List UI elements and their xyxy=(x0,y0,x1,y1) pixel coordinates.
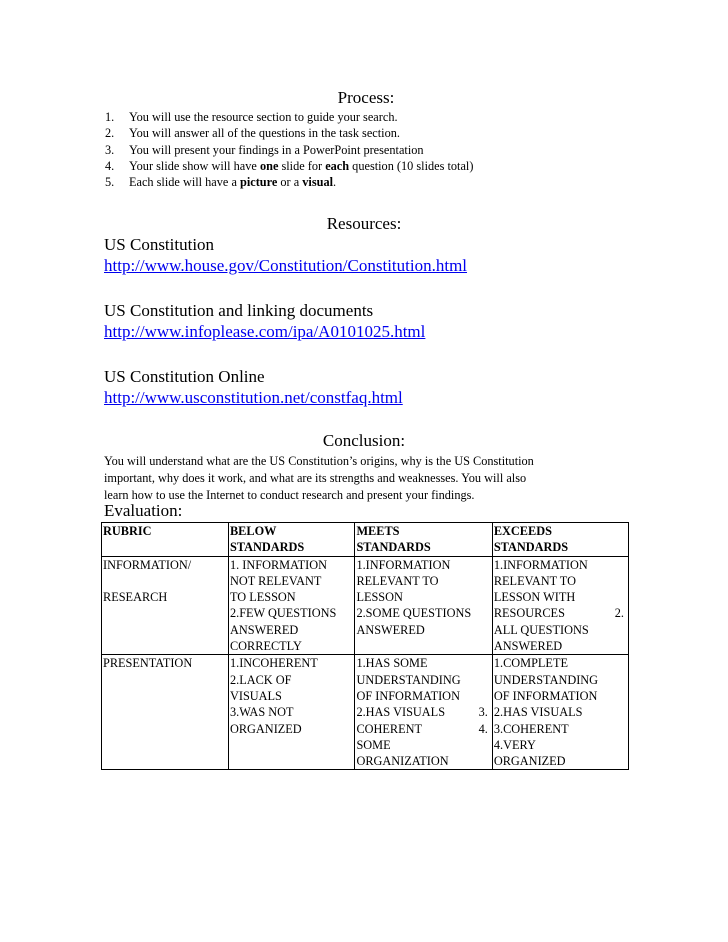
rubric-cell-line: ORGANIZED xyxy=(493,754,566,769)
rubric-cell-line: INFORMATION/ xyxy=(103,557,192,572)
rubric-cell-line: 1. INFORMATION xyxy=(229,557,327,572)
rubric-cell xyxy=(492,655,628,770)
rubric-cell-fragment: 3. xyxy=(478,705,488,720)
rubric-table xyxy=(101,522,629,770)
rubric-cell-line: CORRECTLY xyxy=(229,639,302,654)
rubric-cell-line: SOME xyxy=(356,737,391,752)
rubric-cell-line: 2.HAS VISUALS xyxy=(493,705,583,720)
process-step-emphasis: one xyxy=(259,158,279,173)
rubric-cell xyxy=(228,655,354,770)
process-step xyxy=(105,125,473,141)
rubric-cell-line: 1.COMPLETE xyxy=(493,656,568,671)
process-step-text: slide for xyxy=(278,158,326,173)
rubric-cell-fragment: 2.HAS VISUALS xyxy=(356,705,446,720)
resource-item xyxy=(104,300,425,342)
rubric-cell xyxy=(492,556,628,655)
rubric-header-cell xyxy=(355,523,492,557)
process-step-number: 2. xyxy=(105,126,115,141)
rubric-cell-line: 3.WAS NOT xyxy=(229,705,294,720)
conclusion-heading: Conclusion: xyxy=(322,431,406,450)
resource-item xyxy=(104,234,467,276)
rubric-cell-line: LESSON xyxy=(356,590,403,605)
process-step xyxy=(105,158,473,174)
process-step xyxy=(105,109,473,125)
resource-item xyxy=(104,366,403,408)
rubric-cell-line: EXCEEDS xyxy=(493,524,552,538)
process-step-text: or a xyxy=(277,175,303,190)
rubric-cell xyxy=(228,556,354,655)
rubric-cell-line xyxy=(494,605,628,621)
rubric-cell-line: ALL QUESTIONS xyxy=(493,622,589,637)
conclusion-line: important, why does it work, and what are its strengths and weaknesses. You will also xyxy=(104,471,527,485)
rubric-cell-line: LESSON WITH xyxy=(493,590,576,605)
rubric-cell-line: 1.INCOHERENT xyxy=(229,656,318,671)
rubric-cell-line: UNDERSTANDING xyxy=(493,672,599,687)
resource-title: US Constitution and linking documents xyxy=(104,301,374,320)
process-step-text: question (10 slides total) xyxy=(349,158,474,173)
rubric-cell-line: 3.COHERENT xyxy=(493,721,569,736)
rubric-cell-line xyxy=(356,704,491,720)
rubric-cell-line: 4.VERY xyxy=(493,737,536,752)
rubric-header-cell xyxy=(102,523,229,557)
rubric-cell-line: RESEARCH xyxy=(103,590,168,605)
rubric-cell xyxy=(102,655,229,770)
process-step-emphasis: picture xyxy=(239,175,278,190)
rubric-cell xyxy=(102,556,229,655)
rubric-cell xyxy=(355,556,492,655)
rubric-cell xyxy=(355,655,492,770)
rubric-cell-line: 2.LACK OF xyxy=(229,672,292,687)
rubric-cell-line: BELOW xyxy=(229,524,277,538)
resource-link[interactable]: http://www.house.gov/Constitution/Constitution.html xyxy=(104,256,468,275)
rubric-cell-fragment: COHERENT xyxy=(356,721,423,736)
rubric-row xyxy=(102,556,629,655)
process-step-number: 4. xyxy=(105,158,115,173)
process-step-text: . xyxy=(333,175,337,190)
process-step-emphasis: visual xyxy=(302,175,334,190)
rubric-cell-line: OF INFORMATION xyxy=(356,688,460,703)
rubric-header-cell xyxy=(228,523,354,557)
rubric-cell-line: 2.SOME QUESTIONS xyxy=(356,606,472,621)
process-step xyxy=(105,142,473,158)
process-step-text: You will answer all of the questions in the task section. xyxy=(129,126,400,141)
rubric-cell-line: ANSWERED xyxy=(229,622,299,637)
rubric-cell-line: RELEVANT TO xyxy=(356,573,439,588)
rubric-cell-line: 1.HAS SOME xyxy=(356,656,428,671)
process-step-number: 3. xyxy=(105,142,115,157)
rubric-cell-line: UNDERSTANDING xyxy=(356,672,461,687)
process-step-text: Your slide show will have xyxy=(129,158,260,173)
rubric-cell-line: RELEVANT TO xyxy=(493,573,576,588)
rubric-cell-line: 1.INFORMATION xyxy=(356,557,451,572)
process-step-number: 5. xyxy=(105,175,115,190)
conclusion-line: learn how to use the Internet to conduct research and present your findings. xyxy=(104,488,475,502)
conclusion-line: You will understand what are the US Constitution’s origins, why is the US Constitution xyxy=(104,454,534,468)
conclusion-text xyxy=(104,453,624,504)
resource-title: US Constitution xyxy=(104,235,215,254)
rubric-header-cell xyxy=(492,523,628,557)
resource-link[interactable]: http://www.infoplease.com/ipa/A0101025.html xyxy=(104,322,426,341)
rubric-cell-line: ORGANIZED xyxy=(229,721,302,736)
rubric-cell-fragment: RESOURCES xyxy=(493,606,565,621)
rubric-cell-line: VISUALS xyxy=(229,688,282,703)
resource-link[interactable]: http://www.usconstitution.net/constfaq.html xyxy=(104,388,403,407)
process-heading: Process: xyxy=(337,88,395,107)
process-step-number: 1. xyxy=(105,110,115,124)
rubric-cell-line: RUBRIC xyxy=(103,524,152,538)
resource-title: US Constitution Online xyxy=(104,367,265,386)
rubric-cell-line: 2.FEW QUESTIONS xyxy=(229,606,337,621)
rubric-cell-line: OF INFORMATION xyxy=(493,688,598,703)
rubric-cell-line: 1.INFORMATION xyxy=(493,557,588,572)
rubric-row xyxy=(102,655,629,770)
rubric-cell-fragment: 2. xyxy=(614,606,624,621)
process-step xyxy=(105,174,473,190)
process-list xyxy=(105,109,473,190)
resources-heading: Resources: xyxy=(326,214,402,233)
rubric-cell-line: TO LESSON xyxy=(229,590,296,605)
rubric-cell-line xyxy=(103,573,228,589)
rubric-cell-line: ANSWERED xyxy=(356,622,425,637)
rubric-header-row xyxy=(102,523,629,557)
process-step-text: You will use the resource section to guide your search. xyxy=(129,110,398,124)
rubric-cell-line: MEETS xyxy=(356,524,400,538)
rubric-cell-line xyxy=(356,721,491,737)
process-step-text: Each slide will have a xyxy=(129,175,240,190)
rubric-cell-line: PRESENTATION xyxy=(103,656,193,671)
process-step-text: You will present your findings in a PowerPoint presentation xyxy=(129,142,424,157)
rubric-cell-line: NOT RELEVANT xyxy=(229,573,322,588)
evaluation-heading: Evaluation: xyxy=(104,501,183,520)
rubric-cell-line: STANDARDS xyxy=(229,540,305,555)
rubric-cell-fragment: 4. xyxy=(478,721,488,736)
rubric-cell-line: ANSWERED xyxy=(493,639,563,654)
rubric-cell-line: STANDARDS xyxy=(493,540,569,555)
rubric-cell-line: STANDARDS xyxy=(356,540,431,555)
rubric-cell-line: ORGANIZATION xyxy=(356,754,449,769)
process-step-emphasis: each xyxy=(325,158,350,173)
